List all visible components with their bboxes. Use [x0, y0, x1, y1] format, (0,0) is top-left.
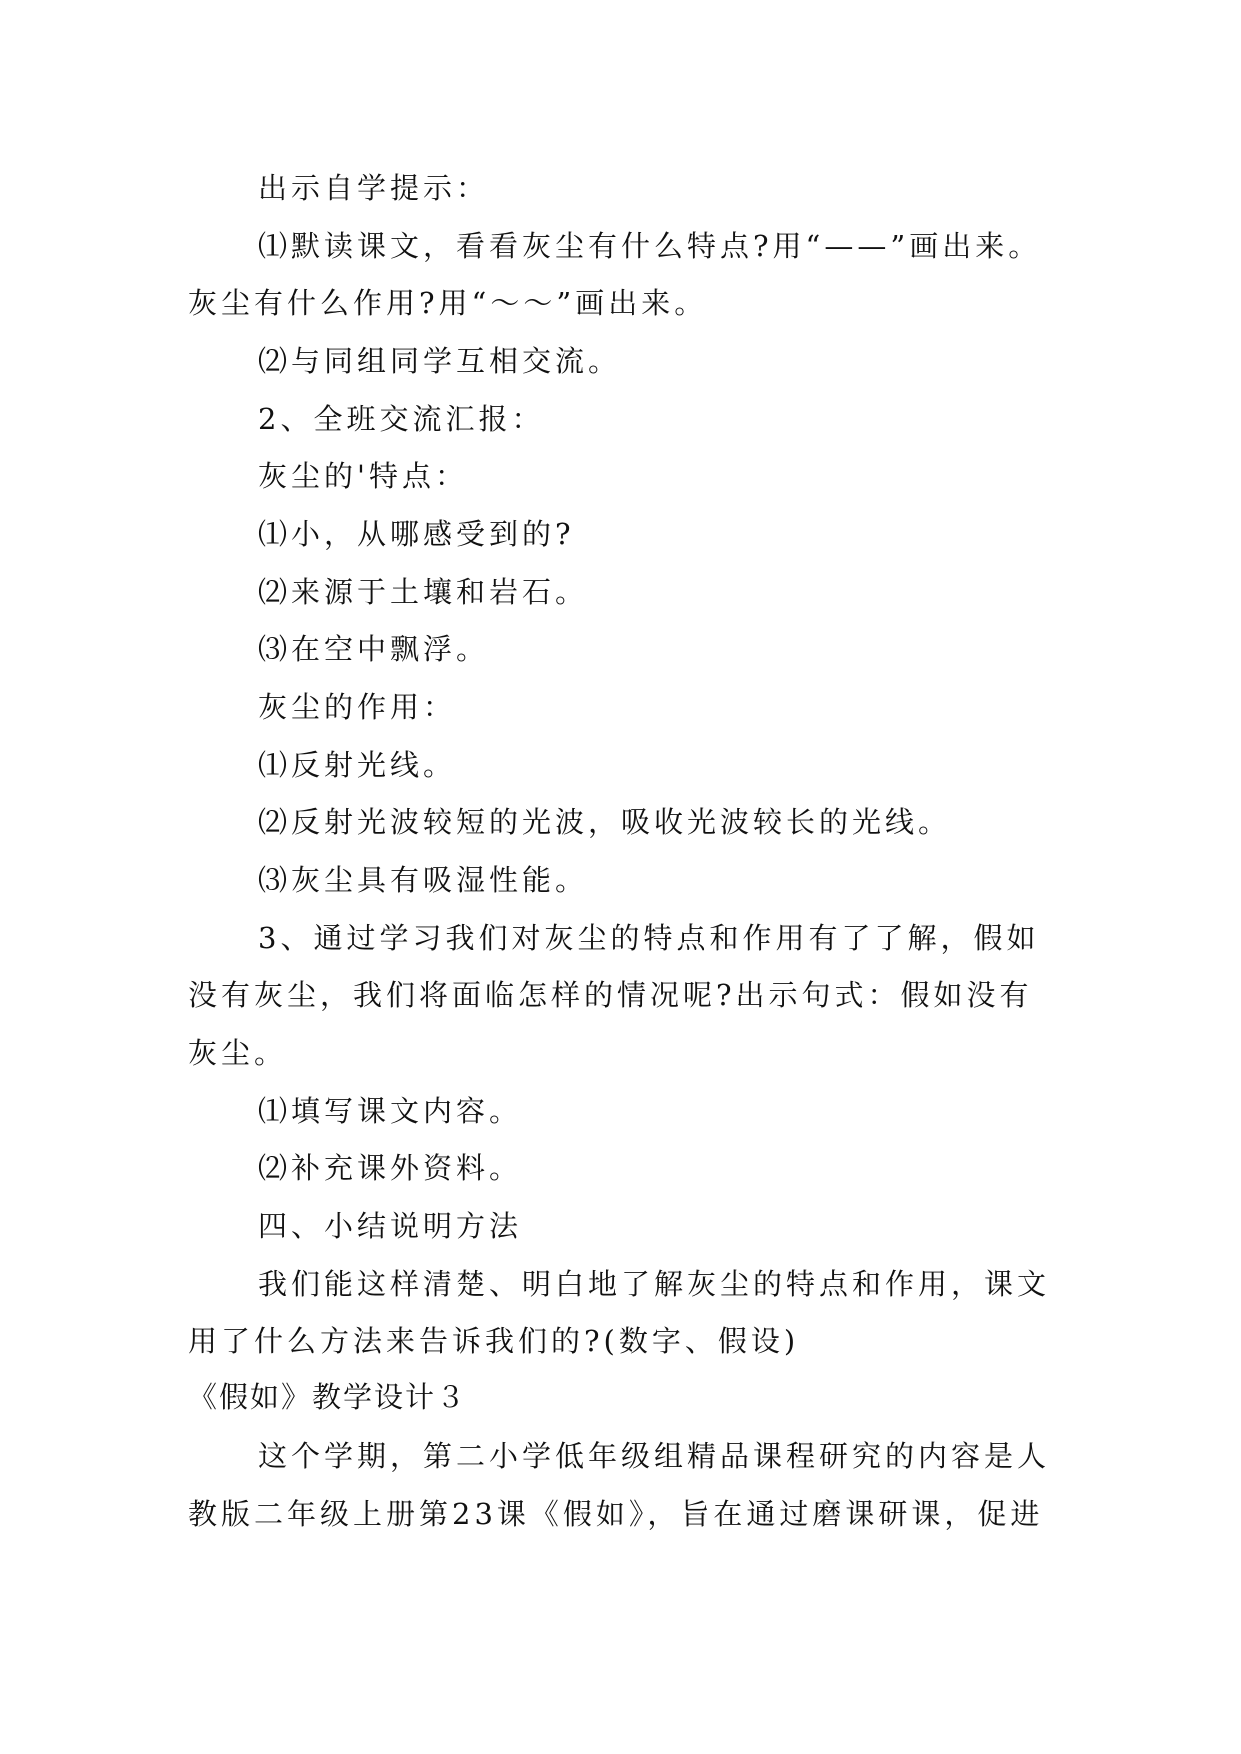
paragraph-line: ⑶灰尘具有吸湿性能。	[258, 863, 589, 897]
paragraph-line: ⑴反射光线。	[258, 748, 457, 782]
paragraph-line: 灰尘的'特点：	[258, 459, 468, 493]
paragraph-line: ⑴小，从哪感受到的?	[258, 517, 575, 551]
paragraph-line: 我们能这样清楚、明白地了解灰尘的特点和作用，课文	[258, 1267, 1051, 1301]
paragraph-line: 用了什么方法来告诉我们的?(数字、假设)	[188, 1324, 800, 1358]
paragraph-line: ⑴填写课文内容。	[258, 1094, 523, 1128]
paragraph-line: ⑶在空中飘浮。	[258, 632, 490, 666]
paragraph-line: 这个学期，第二小学低年级组精品课程研究的内容是人	[258, 1439, 1051, 1473]
paragraph-line: 四、小结说明方法	[258, 1209, 523, 1243]
paragraph-line: ⑵来源于土壤和岩石。	[258, 575, 589, 609]
paragraph-line: ⑵反射光波较短的光波，吸收光波较长的光线。	[258, 805, 952, 839]
paragraph-line: 出示自学提示：	[258, 171, 490, 205]
section-heading: 《假如》教学设计３	[188, 1380, 468, 1414]
paragraph-line: ⑵补充课外资料。	[258, 1151, 523, 1185]
paragraph-line: 2、全班交流汇报：	[258, 402, 545, 436]
paragraph-line: 灰尘有什么作用?用“～～”画出来。	[188, 286, 708, 320]
paragraph-line: ⑴默读课文，看看灰尘有什么特点?用“——”画出来。	[258, 229, 1042, 263]
paragraph-line: 灰尘的作用：	[258, 690, 457, 724]
paragraph-line: 灰尘。	[188, 1036, 288, 1070]
paragraph-line: 教版二年级上册第23课《假如》，旨在通过磨课研课，促进	[188, 1497, 1044, 1531]
paragraph-line: 3、通过学习我们对灰尘的特点和作用有了了解，假如	[258, 921, 1040, 955]
paragraph-line: ⑵与同组同学互相交流。	[258, 344, 622, 378]
paragraph-line: 没有灰尘，我们将面临怎样的情况呢?出示句式：假如没有	[188, 978, 1033, 1012]
